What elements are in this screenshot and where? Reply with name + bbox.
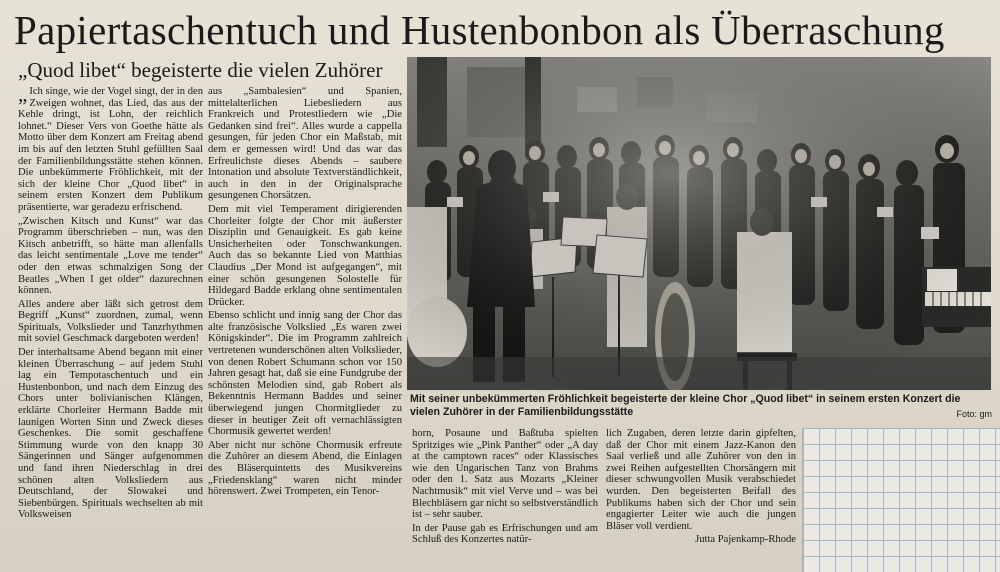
article-column-3 [412, 428, 598, 572]
paragraph: In der Pause gab es Erfrischungen und am Schluß des Konzertes natür- [412, 522, 598, 546]
paragraph [18, 86, 203, 214]
article-column-2 [208, 86, 402, 572]
subheadline: „Quod libet“ begeisterte die vielen Zuhörer [18, 58, 383, 82]
paragraph: Alles andere aber läßt sich getrost dem Begriff „Kunst“ zuordnen, zumal, wenn Spirituals, Volkslieder und Tanzrhythmen mit soviel Geschmack dargeboten werden! [18, 298, 203, 345]
paragraph: „Zwischen Kitsch und Kunst“ war das Programm überschrieben – nun, was den Kitsch anbetrifft, so hätte man allenfalls das leicht sentimentale „Love me tender“ oder den etwas schmalzigen Song der Beatles „When I get older“ dazurechnen können. [18, 215, 203, 297]
author-byline: Jutta Pajenkamp-Rhode [695, 534, 796, 546]
article-column-1 [18, 86, 203, 572]
drop-quote: „ [18, 86, 28, 106]
paragraph: aus „Sambalesien“ und Spanien, mittelalterlichen Liebesliedern aus Frankreich und Protestliedern wie „Die Gedanken sind frei“. Alles wurde a cappella gesungen, für jeden Chor ein Maßstab, mit dem er gemessen wird! Und das war das Erfreulichste dieses Abends – saubere Intonation und absolute Textverständlichkeit, auch in den in der Originalsprache gesungenen Chorsätzen. [208, 86, 402, 202]
paragraph-text: Ich singe, wie der Vogel singt, der in den Zweigen wohnet, das Lied, das aus der Kehle dringt, ist Lohn, der reichlich lohnet.“ Dieser Vers von Goethe hätte als Motto über dem Konzert am Freitag abend im bis auf den letzten Stuhl gefüllten Saal der Familienbildungsstätte stehen können. Die unbekümmerte Fröhlichkeit, mit der sich der kleine Chor „Quod libet“ in seinem ersten Konzert dem Publikum präsentierte, war geradezu erfrischend. [18, 86, 203, 213]
photo-credit: Foto: gm [956, 409, 992, 419]
paragraph: Dem mit viel Temperament dirigierenden Chorleiter folgte der Chor mit äußerster Disziplin und Genauigkeit. Es gab keine Unsicherheiten oder Tonschwankungen. Auch das so bekannte Lied von Matthias Claudius „Der Mond ist aufgegangen“, mit einer schön gesungenen Solostelle für Hildegard Badde erklang ohne sentimentalen Drücker. [208, 203, 402, 308]
paragraph: Der interhaltsame Abend begann mit einer kleinen Überraschung – auf jedem Stuhl lag ein Tempotaschentuch und ein Hustenbonbon, und nach dem Einzug des Chors unter bolivianischen Klängen, erklärte Chorleiter Hermann Badde mit launigen Worten Sinn und Zweck dieses Geschenkes. Die somit geschaffene Stimmung wurde von den knapp 30 Sängerinnen und Sänger aufgenommen und fand ihren Niederschlag in drei schönen alten Volksliedern aus Deutschland, der Slowakei und Siebenbürgen. Spirituals wechselten ab mit Volksweisen [18, 347, 203, 521]
paragraph: Aber nicht nur schöne Chormusik erfreute die Zuhörer an diesem Abend, die Einlagen des Bläserquintetts des Musikvereins „Friedensklang“ waren nicht minder hörenswert. Zwei Trompeten, ein Tenor- [208, 439, 402, 498]
graph-paper-background [802, 428, 1000, 572]
paragraph: horn, Posaune und Baßtuba spielten Spritziges wie „Pink Panther“ oder „A day at the camptown races“ oder Klassisches wie den Ungarischen Tanz von Brahms oder den 1. Satz aus Mozarts „Kleiner Nachtmusik“ mit viel Verve und – was bei Blechbläsern gar nicht so selbstverständlich ist – sehr sauber. [412, 428, 598, 521]
paragraph: Ebenso schlicht und innig sang der Chor das alte französische Volkslied „Es waren zwei Königskinder“. Die im Programm zahlreich vertretenen wunderschönen alten Volkslieder, von denen Robert Schumann schon vor 150 Jahren gesagt hat, daß sie eine Fundgrube der schönsten Melodien sind, gab Robert als Bekenntnis Hermann Baddes und seiner überwiegend jungen Chormitglieder zu dieser in heutiger Zeit oft vernachlässigten Chormusik gewertet werden! [208, 310, 402, 438]
choir-photo [407, 57, 991, 390]
headline: Papiertaschentuch und Hustenbonbon als Überraschung [14, 7, 945, 53]
paragraph: lich Zugaben, deren letzte darin gipfelten, daß der Chor mit einem Jazz-Kanon den Saal verließ und alle Zuhörer von den in zwei Reihen aufgestellten Chorsängern mit dieser schwungvollen Musik verabschiedet wurden. Den begeisterten Beifall des Publikums haben sich der Chor und sein engagierter Leiter wie auch die jungen Bläser voll verdient. [606, 428, 796, 532]
choir-photo-illustration [407, 57, 991, 390]
article-column-4 [606, 428, 796, 572]
photo-caption: Mit seiner unbekümmerten Fröhlichkeit begeisterte der kleine Chor „Quod libet“ in seinem ersten Konzert die vielen Zuhörer in der Familienbildungsstätte [410, 393, 961, 418]
